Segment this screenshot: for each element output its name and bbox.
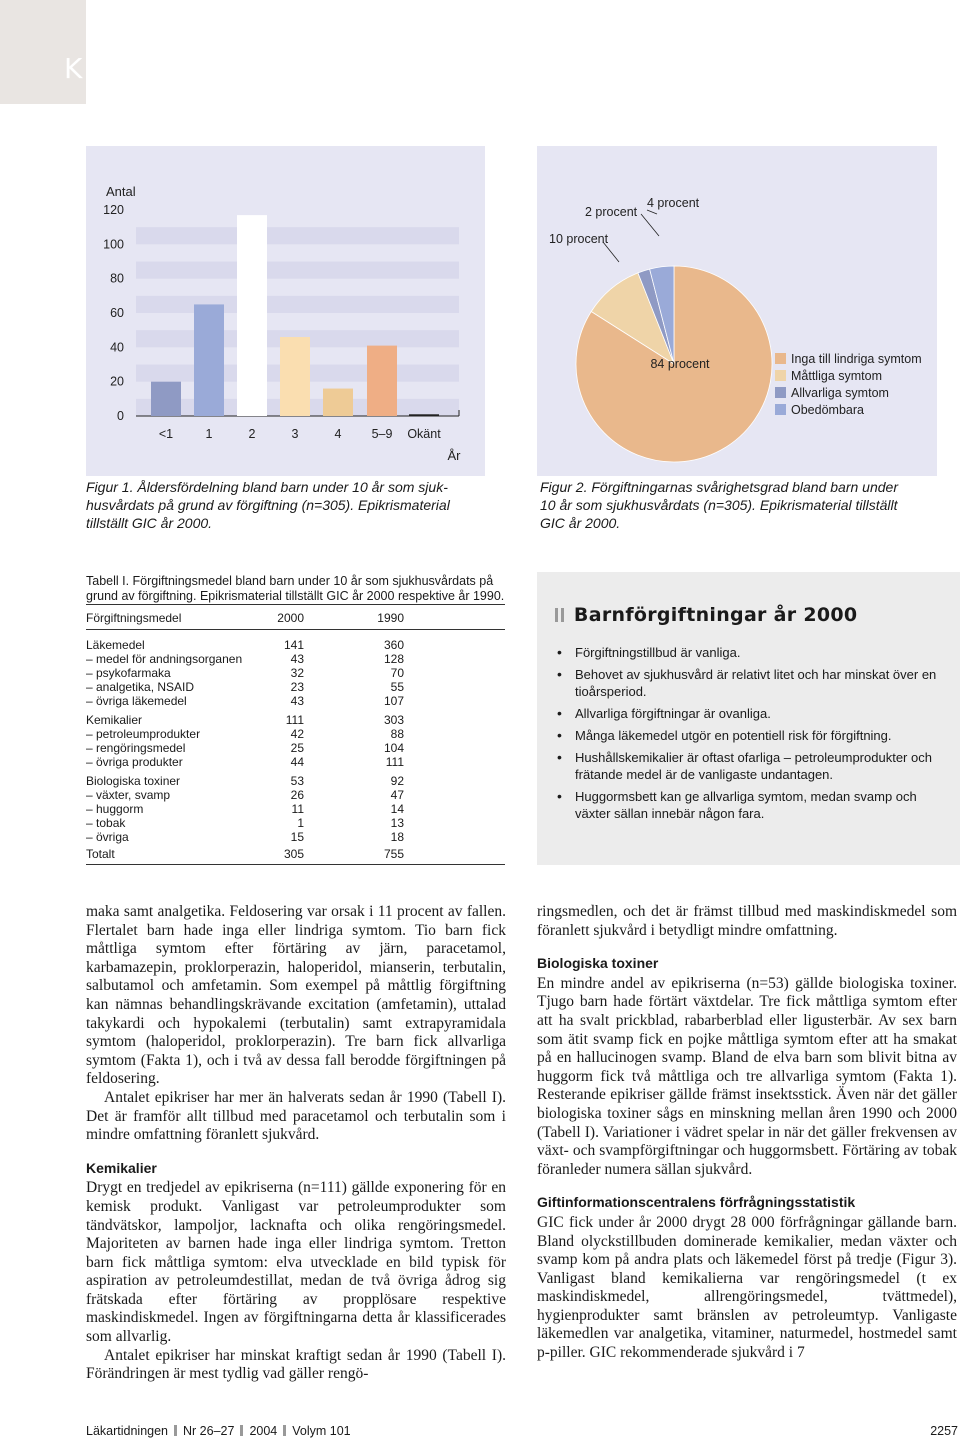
table1 xyxy=(86,604,505,866)
y-tick-label: 0 xyxy=(117,409,124,423)
legend-swatch xyxy=(775,370,786,381)
figure1-caption-line: husvårdats på grund av förgiftning (n=305). Epikrismaterial xyxy=(86,497,450,513)
footer-separator xyxy=(174,1425,177,1436)
x-tick-label: <1 xyxy=(158,427,174,441)
table-cell: – övriga xyxy=(86,830,129,844)
figure1-caption-line: tillställt GIC år 2000. xyxy=(86,515,213,531)
table-rule-bottom xyxy=(86,864,505,865)
body-paragraph: Drygt en tredjedel av epikriserna (n=111) gällde exponering för en kemisk produkt. Vanligast var petroleumprodukter som tändvätskor, lampoljor, lacknafta och olika rengöringsmedel. Majoriteten av barnen hade inga eller lindriga symtom. Tretton barn fick måttliga symtom: elva utvecklade en bild typisk för aspiration av petroleumdestillat, medan de två övriga ådrog sig frätskada efter förtäring av propplösare respektive maskindiskmedel. Ingen av förgiftningarna detta år klassificerades som allvarlig. xyxy=(86,1179,506,1346)
figure1-caption-line: Figur 1. Åldersfördelning bland barn under 10 år som sjuk- xyxy=(86,479,448,495)
table-cell: 47 xyxy=(390,788,404,802)
bar xyxy=(237,215,267,416)
table-cell: 11 xyxy=(291,802,304,816)
x-tick-label: 2 xyxy=(248,427,256,441)
table-rule-top xyxy=(86,604,505,605)
table-rule-header xyxy=(86,629,505,630)
footer-volume: Volym 101 xyxy=(292,1424,351,1438)
table-cell: 32 xyxy=(290,666,304,680)
fakta-item: • Allvarliga förgiftningar är ovanliga. xyxy=(555,705,950,722)
y-tick-label: 120 xyxy=(103,203,124,217)
table-cell: 13 xyxy=(390,816,404,830)
bar xyxy=(194,304,224,416)
pie-leader-line xyxy=(641,214,659,236)
fakta-marker xyxy=(555,608,558,622)
y-tick-label: 60 xyxy=(110,306,124,320)
pie-slice-label: 4 procent xyxy=(647,196,700,210)
table-cell: Biologiska toxiner xyxy=(86,774,181,788)
fakta-item: • Huggormsbett kan ge allvarliga symtom, medan svamp och växter sällan innebär någon fara. xyxy=(555,788,950,822)
table-cell: 104 xyxy=(383,741,404,755)
table-cell: – tobak xyxy=(86,816,126,830)
fakta-item: • Många läkemedel utgör en potentiell risk för förgiftning. xyxy=(555,727,950,744)
legend-swatch xyxy=(775,387,786,398)
bar xyxy=(409,414,439,416)
x-tick-label: 4 xyxy=(334,427,342,441)
legend-label: Måttliga symtom xyxy=(791,369,882,383)
footer-year: 2004 xyxy=(249,1424,278,1438)
footer-issue: Nr 26–27 xyxy=(183,1424,235,1438)
fakta-item: • Behovet av sjukhusvård är relativt litet och har minskat över en tioårsperiod. xyxy=(555,666,950,700)
figure2-caption-line: 10 år som sjukhusvårdats (n=305). Epikrismaterial tillställt xyxy=(540,497,898,513)
section-title: Klinik och vetenskap xyxy=(64,52,373,85)
table-cell: – växter, svamp xyxy=(86,788,171,802)
bar xyxy=(367,346,397,416)
table-cell: 43 xyxy=(290,694,304,708)
table-cell: 107 xyxy=(383,694,404,708)
table-cell: 26 xyxy=(290,788,304,802)
table-header-cell: Förgiftningsmedel xyxy=(86,611,182,625)
legend-label: Allvarliga symtom xyxy=(791,386,889,400)
table-cell: – petroleumprodukter xyxy=(86,727,201,741)
table-cell: – psykofarmaka xyxy=(86,666,171,680)
footer-separator xyxy=(240,1425,243,1436)
table-cell: 53 xyxy=(290,774,304,788)
body-paragraph: Antalet epikriser har mer än halverats sedan år 1990 (Tabell I). Det är framför allt tillbud med paracetamol och terbutalin som i mindre omfattning föranlett sjukvård. xyxy=(86,1088,506,1144)
page-number: 2257 xyxy=(930,1424,958,1438)
body-paragraph: ringsmedlen, och det är främst tillbud med maskindiskmedel som föranlett sjukvård i betydligt mindre omfattning. xyxy=(537,903,957,939)
table1-caption xyxy=(86,574,516,604)
figure1-panel xyxy=(86,146,485,476)
y-tick-label: 40 xyxy=(110,340,124,355)
footer-journal: Läkartidningen xyxy=(86,1424,169,1438)
figure2-caption-line: Figur 2. Förgiftningarnas svårighetsgrad bland barn under xyxy=(540,479,898,495)
pie-slice-label: 2 procent xyxy=(585,205,638,219)
body-column-left xyxy=(86,903,506,1384)
table-cell: 360 xyxy=(383,638,404,652)
x-tick-label: 1 xyxy=(205,427,213,441)
body-paragraph: GIC fick under år 2000 drygt 28 000 förfrågningar gällande barn. Bland olyckstillbuden dominerade kemikalier, medan växter och svamp kom på andra plats och läkemedel först på tredje (Figur 3). Vanligast bland kemikalierna var rengöringsmedel (t ex maskindiskmedel, allrengöringsmedel, tvättmedel), hygienprodukter samt bränslen av petroleumtyp. Vanligaste läkemedlen var analgetika, vitaminer, naturmedel, hostmedel samt p-piller. GIC rekommenderade sjukvård i 7 xyxy=(537,1213,957,1362)
grid-band xyxy=(136,262,459,279)
fakta-item: • Hushållskemikalier är oftast ofarliga – petroleumprodukter och frätande medel är de vanligaste undantagen. xyxy=(555,749,950,783)
bar xyxy=(151,382,181,416)
figure2-panel xyxy=(537,146,937,476)
figure2-pie-chart xyxy=(537,146,937,476)
body-paragraph: Antalet epikriser har minskat kraftigt sedan år 1990 (Tabell I). Förändringen är mest tydlig vad gäller rengö- xyxy=(86,1346,506,1383)
body-paragraph: En mindre andel av epikriserna (n=53) gällde biologiska toxiner. Tjugo barn hade förtärt växtdelar. Tre fick måttliga symtom efter att ha svalt prickblad, rabarberblad eller ligusterbär. Av sex barn som ätit svamp fick en pojke måttliga symtom efter att ha smakat på en hallucinogen svamp. Bland de elva barn som blivit bitna av huggorm fick två måttliga och tre allvarliga symtom (Fakta 1). Resterande epikriser gällde främst insektsstick. Även när det gäller biologiska toxiner sågs en minskning mellan åren 1990 och 2000 (Tabell I). Variationer i vädret spelar in när det gäller frekvensen av växt- och svampförgiftningar och huggormsbett. Förtäring av tobak föranleder numera sällan sjukvård. xyxy=(537,974,957,1178)
table-cell: 92 xyxy=(390,774,404,788)
legend-label: Obedömbara xyxy=(791,403,864,417)
figure1-caption xyxy=(86,478,496,532)
table1-caption-line: grund av förgiftning. Epikrismaterial tillställt GIC år 2000 respektive år 1990. xyxy=(86,589,505,603)
section-heading: Kemikalier xyxy=(86,1159,157,1176)
table-cell: 15 xyxy=(290,830,304,844)
fakta-box xyxy=(537,572,960,865)
footer-separator xyxy=(283,1425,286,1436)
pie-leader-line xyxy=(647,210,657,214)
table-cell: 18 xyxy=(390,830,404,844)
fakta-marker xyxy=(561,608,564,622)
legend-swatch xyxy=(775,353,786,364)
table-cell: – medel för andningsorganen xyxy=(86,652,243,666)
y-tick-label: 80 xyxy=(110,271,124,286)
table-cell: Kemikalier xyxy=(86,713,143,727)
table-cell: 755 xyxy=(383,847,404,861)
table-cell: 44 xyxy=(290,755,304,769)
table-header-cell: 2000 xyxy=(277,611,304,625)
table-cell: 43 xyxy=(290,652,304,666)
figure2-caption xyxy=(540,478,950,532)
table-cell: 305 xyxy=(283,847,304,861)
figure2-caption-line: GIC år 2000. xyxy=(540,515,621,531)
fakta-item: • Förgiftningstillbud är vanliga. xyxy=(555,644,950,661)
legend-swatch xyxy=(775,404,786,415)
section-heading: Giftinformationscentralens förfrågningsstatistik xyxy=(537,1194,856,1211)
table-cell: 55 xyxy=(390,680,404,694)
table1-caption-line: Tabell I. Förgiftningsmedel bland barn under 10 år som sjukhusvårdats på xyxy=(86,574,494,588)
fakta-title xyxy=(555,604,857,626)
pie-leader-line xyxy=(603,242,619,262)
x-tick-label: Okänt xyxy=(407,427,441,441)
table-cell: 88 xyxy=(390,727,404,741)
table-cell: 14 xyxy=(390,802,404,816)
body-column-right xyxy=(537,903,957,1363)
figure1-bar-chart xyxy=(86,146,485,476)
table-cell: 303 xyxy=(383,713,404,727)
table-cell: 42 xyxy=(290,727,304,741)
table-cell: – analgetika, NSAID xyxy=(86,680,195,694)
x-tick-label: 3 xyxy=(291,427,299,441)
bar xyxy=(323,389,353,416)
x-tick-label: 5–9 xyxy=(371,427,393,441)
table-cell: – övriga läkemedel xyxy=(86,694,187,708)
table-cell: Totalt xyxy=(86,847,115,861)
table-cell: 70 xyxy=(390,666,404,680)
body-paragraph: maka samt analgetika. Feldosering var orsak i 11 procent av fallen. Flertalet barn hade inga eller lindriga symtom. Tio barn fick måttliga symtom efter förtäring av järn, paracetamol, karbamazepin, proklorperazin, haloperidol, mianserin, terbutalin, salbutamol och amfetamin. Som exempel på måttlig förgiftning kan nämnas behandlingskrävande excitation (amfetamin), uttalad takykardi och hypokalemi (terbutalin) samt extrapyramidala symtom (haloperidol, proklorperazin). Tre barn fick allvarliga symtom (Fakta 1), och i två av dessa fall berodde förgiftningen på feldosering. xyxy=(86,903,506,1088)
table-cell: 128 xyxy=(383,652,404,666)
grid-band xyxy=(136,296,459,313)
table-cell: – rengöringsmedel xyxy=(86,741,186,755)
fakta-title-text: Barnförgiftningar år 2000 xyxy=(573,604,858,626)
legend-label: Inga till lindriga symtom xyxy=(791,352,922,366)
table-cell: 111 xyxy=(285,713,304,727)
y-tick-label: 100 xyxy=(103,237,124,252)
grid-band xyxy=(136,227,459,244)
footer xyxy=(86,1424,351,1438)
pie-slice-label: 84 procent xyxy=(650,357,710,371)
table-cell: 111 xyxy=(385,755,404,769)
table-cell: – övriga produkter xyxy=(86,755,183,769)
table-header-cell: 1990 xyxy=(377,611,404,625)
y-tick-label: 20 xyxy=(110,374,124,389)
table-cell: 25 xyxy=(290,741,304,755)
section-heading: Biologiska toxiner xyxy=(537,955,659,972)
table-cell: – huggorm xyxy=(86,802,144,816)
y-axis-label: Antal xyxy=(106,184,136,199)
table-cell: 1 xyxy=(297,816,304,830)
pie-slice-label: 10 procent xyxy=(549,232,609,246)
fakta-list xyxy=(555,644,950,827)
table-cell: 23 xyxy=(290,680,304,694)
table-cell: 141 xyxy=(283,638,304,652)
x-axis-label: År xyxy=(447,448,461,463)
bar xyxy=(280,337,310,416)
table-cell: Läkemedel xyxy=(86,638,145,652)
